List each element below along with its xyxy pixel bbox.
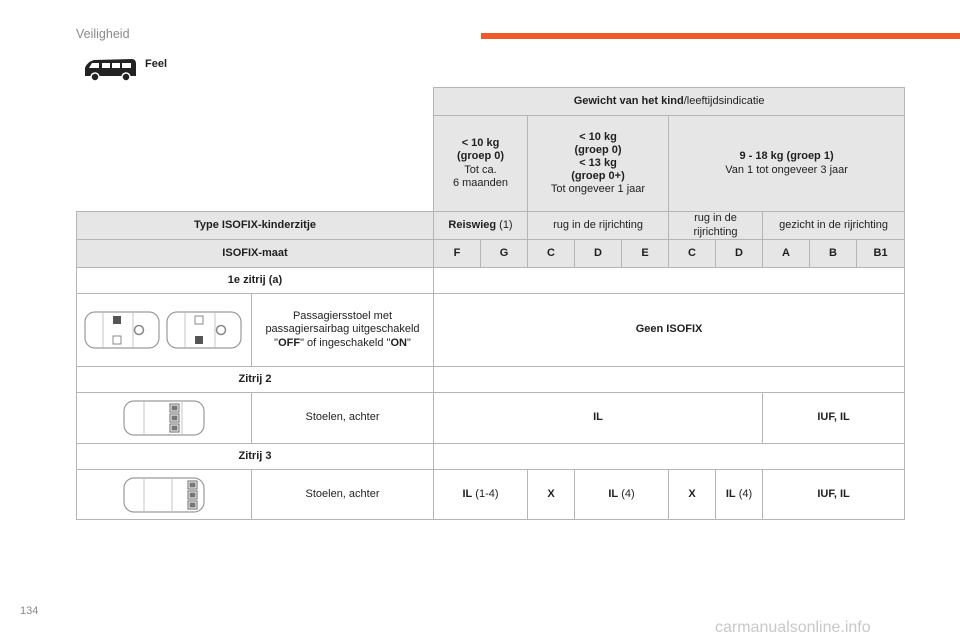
- row1-value: Geen ISOFIX: [434, 294, 905, 367]
- row3-seat-diagram-icon: [122, 475, 206, 515]
- size-cell: B: [810, 240, 857, 268]
- row3-description: Stoelen, achter: [252, 470, 434, 520]
- size-cell: B1: [857, 240, 905, 268]
- row2-description: Stoelen, achter: [252, 393, 434, 444]
- weight-header: Gewicht van het kind/leeftijdsindicatie: [434, 88, 905, 116]
- type-row-label: Type ISOFIX-kinderzitje: [77, 212, 434, 240]
- size-cell: D: [716, 240, 763, 268]
- header-accent-bar: [481, 33, 960, 39]
- size-cell: D: [575, 240, 622, 268]
- row1-description: Passagiersstoel met passagiersairbag uitgeschakeld "OFF" of ingeschakeld "ON": [252, 294, 434, 367]
- row1-diagram: [77, 294, 252, 367]
- type-cell-1: Reiswieg (1): [434, 212, 528, 240]
- row3-diagram: [77, 470, 252, 520]
- row3-title: Zitrij 3: [77, 444, 434, 470]
- model-name: Feel: [145, 58, 168, 70]
- size-cell: A: [763, 240, 810, 268]
- row2-seat-diagram-icon: [122, 398, 206, 438]
- type-cell-3: rug in de rijrichting: [669, 212, 763, 240]
- type-cell-2: rug in de rijrichting: [528, 212, 669, 240]
- size-cell: C: [528, 240, 575, 268]
- row3-cell-6: IUF, IL: [763, 470, 905, 520]
- row3-cell-4: X: [669, 470, 716, 520]
- group-cell-3: 9 - 18 kg (groep 1) Van 1 tot ongeveer 3 jaar: [669, 116, 905, 212]
- row3-cell-3: IL (4): [575, 470, 669, 520]
- row3-cell-5: IL (4): [716, 470, 763, 520]
- group-cell-2: < 10 kg (groep 0) < 13 kg (groep 0+) Tot ongeveer 1 jaar: [528, 116, 669, 212]
- type-cell-4: gezicht in de rijrichting: [763, 212, 905, 240]
- row2-title: Zitrij 2: [77, 367, 434, 393]
- size-cell: G: [481, 240, 528, 268]
- isofix-table: [76, 87, 905, 520]
- row3-cell-1: IL (1-4): [434, 470, 528, 520]
- row2-value-1: IL: [434, 393, 763, 444]
- row2-value-2: IUF, IL: [763, 393, 905, 444]
- section-title: Veiligheid: [76, 27, 130, 41]
- size-cell: E: [622, 240, 669, 268]
- page-number: 134: [20, 605, 39, 617]
- row1-title: 1e zitrij (a): [77, 268, 434, 294]
- group-cell-1: < 10 kg (groep 0) Tot ca. 6 maanden: [434, 116, 528, 212]
- row3-cell-2: X: [528, 470, 575, 520]
- row2-diagram: [77, 393, 252, 444]
- size-cell: C: [669, 240, 716, 268]
- front-seat-diagram-icon: [83, 308, 245, 352]
- size-row-label: ISOFIX-maat: [77, 240, 434, 268]
- watermark: carmanualsonline.info: [715, 619, 871, 636]
- van-icon: [82, 56, 138, 84]
- size-cell: F: [434, 240, 481, 268]
